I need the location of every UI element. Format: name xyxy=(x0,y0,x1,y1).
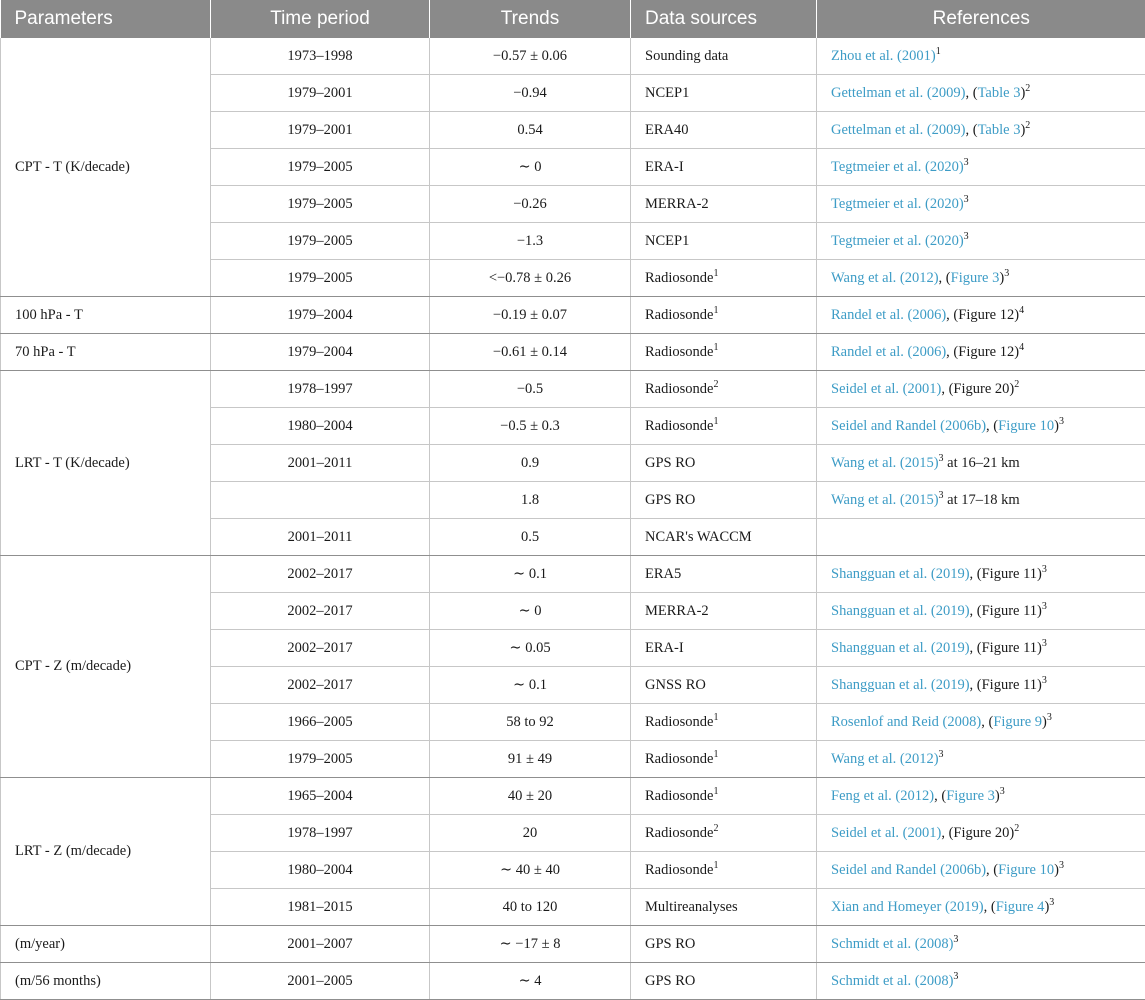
reference-link[interactable]: Wang et al. (2012) xyxy=(831,270,939,286)
data-source-cell: Radiosonde$^1$ xyxy=(631,852,817,889)
reference-cell xyxy=(817,149,1145,186)
reference-footnote: 3 xyxy=(964,231,969,242)
data-source-cell: GPS RO xyxy=(631,482,817,519)
trend-cell: 91 ± 49 xyxy=(430,741,631,778)
source-footnote: 2 xyxy=(713,379,718,390)
data-source-cell: Radiosonde$^1$ xyxy=(631,741,817,778)
source-footnote: 1 xyxy=(713,786,718,797)
reference-footnote: 3 xyxy=(1042,638,1047,649)
reference-footnote: 3 xyxy=(1042,675,1047,686)
reference-cell: Randel et al. (2006), (Figure 12)$^4$ xyxy=(817,334,1145,371)
time-period-cell: 1980–2004 xyxy=(211,852,430,889)
table-row xyxy=(1,556,1145,593)
source-footnote: 1 xyxy=(713,749,718,760)
reference-footnote: 3 xyxy=(1042,564,1047,575)
reference-cell xyxy=(817,38,1145,75)
reference-link[interactable]: Wang et al. (2012) xyxy=(831,751,939,767)
trend-cell: 0.5 xyxy=(430,519,631,556)
table-row xyxy=(1,334,1145,371)
trend-cell: ∼ −17 ± 8 xyxy=(430,926,631,963)
reference-link[interactable]: Table 3 xyxy=(978,85,1021,101)
reference-link[interactable]: Seidel et al. (2001) xyxy=(831,825,941,841)
reference-footnote: 2 xyxy=(1014,823,1019,834)
reference-link[interactable]: Gettelman et al. (2009) xyxy=(831,85,965,101)
reference-cell: Wang et al. $(2015)^3$ at 17–18 km xyxy=(817,482,1145,519)
data-source-cell: ERA40 xyxy=(631,112,817,149)
source-footnote: 1 xyxy=(713,305,718,316)
data-source-cell: NCEP1 xyxy=(631,223,817,260)
trend-cell: 58 to 92 xyxy=(430,704,631,741)
reference-footnote: 3 xyxy=(1059,416,1064,427)
parameter-cell: LRT - Z (m/decade) xyxy=(1,778,211,926)
time-period-cell: 2002–2017 xyxy=(211,630,430,667)
parameter-cell: 70 hPa - T xyxy=(1,334,211,371)
time-period-cell: 1979–2004 xyxy=(211,297,430,334)
reference-link[interactable]: Schmidt et al. (2008) xyxy=(831,973,953,989)
reference-link[interactable]: Figure 10 xyxy=(998,418,1054,434)
reference-link[interactable]: Randel et al. (2006) xyxy=(831,307,946,323)
reference-cell xyxy=(817,519,1145,556)
time-period-cell: 1978–1997 xyxy=(211,371,430,408)
time-period-cell: 2001–2005 xyxy=(211,963,430,1000)
data-source-cell: ERA5 xyxy=(631,556,817,593)
reference-footnote: 2 xyxy=(1025,83,1030,94)
data-source-cell: GPS RO xyxy=(631,963,817,1000)
time-period-cell: 2002–2017 xyxy=(211,556,430,593)
table-row xyxy=(1,371,1145,408)
reference-link[interactable]: Seidel and Randel (2006b) xyxy=(831,418,986,434)
trend-cell: 0.54 xyxy=(430,112,631,149)
data-source-cell: Radiosonde$^2$ xyxy=(631,815,817,852)
table-row xyxy=(1,963,1145,1000)
reference-cell xyxy=(817,963,1145,1000)
data-source-cell: GPS RO xyxy=(631,926,817,963)
source-footnote: 2 xyxy=(713,823,718,834)
source-footnote: 1 xyxy=(713,860,718,871)
time-period-cell: 1979–2001 xyxy=(211,112,430,149)
time-period-cell: 1979–2001 xyxy=(211,75,430,112)
reference-footnote: 3 xyxy=(1049,897,1054,908)
reference-cell xyxy=(817,223,1145,260)
reference-footnote: 4 xyxy=(1019,342,1024,353)
reference-link[interactable]: Figure 9 xyxy=(993,714,1042,730)
data-source-cell: Radiosonde$^1$ xyxy=(631,297,817,334)
trend-cell: −0.94 xyxy=(430,75,631,112)
reference-link[interactable]: Gettelman et al. (2009) xyxy=(831,122,965,138)
table-row xyxy=(1,38,1145,75)
data-source-cell: Multireanalyses xyxy=(631,889,817,926)
reference-cell: Shangguan et al. (2019), (Figure 11)$^3$ xyxy=(817,630,1145,667)
data-source-cell: Radiosonde$^1$ xyxy=(631,408,817,445)
data-source-cell: NCEP1 xyxy=(631,75,817,112)
reference-link[interactable]: Tegtmeier et al. (2020) xyxy=(831,196,964,212)
source-footnote: 1 xyxy=(713,416,718,427)
parameter-cell: 100 hPa - T xyxy=(1,297,211,334)
reference-link[interactable]: Zhou et al. (2001) xyxy=(831,48,936,64)
reference-footnote: 2 xyxy=(1014,379,1019,390)
time-period-cell: 1973–1998 xyxy=(211,38,430,75)
reference-link[interactable]: Figure 3 xyxy=(951,270,1000,286)
reference-link[interactable]: Schmidt et al. (2008) xyxy=(831,936,953,952)
reference-link[interactable]: Xian and Homeyer (2019) xyxy=(831,899,984,915)
reference-cell xyxy=(817,926,1145,963)
data-source-cell: NCAR's WACCM xyxy=(631,519,817,556)
time-period-cell xyxy=(211,482,430,519)
source-footnote: 1 xyxy=(713,268,718,279)
time-period-cell: 1979–2005 xyxy=(211,186,430,223)
reference-footnote: 3 xyxy=(964,157,969,168)
trend-cell: <−0.78 ± 0.26 xyxy=(430,260,631,297)
reference-footnote: 3 xyxy=(1047,712,1052,723)
reference-footnote: 3 xyxy=(953,934,958,945)
reference-cell: Rosenlof and Reid (2008), (Figure 9)$^3$ xyxy=(817,704,1145,741)
parameter-cell: CPT - Z (m/decade) xyxy=(1,556,211,778)
time-period-cell: 1979–2005 xyxy=(211,223,430,260)
trend-cell: −1.3 xyxy=(430,223,631,260)
table-row xyxy=(1,926,1145,963)
reference-link[interactable]: Randel et al. (2006) xyxy=(831,344,946,360)
reference-footnote: 4 xyxy=(1019,305,1024,316)
header-time-period: Time period xyxy=(211,0,430,38)
trend-cell: ∼ 0.05 xyxy=(430,630,631,667)
time-period-cell: 1980–2004 xyxy=(211,408,430,445)
reference-cell: Wang et al. (2012), (Figure 3)$^3$ xyxy=(817,260,1145,297)
header-references: References xyxy=(817,0,1145,38)
trend-cell: 1.8 xyxy=(430,482,631,519)
parameter-cell: (m/56 months) xyxy=(1,963,211,1000)
reference-link[interactable]: Feng et al. (2012) xyxy=(831,788,934,804)
reference-footnote: 3 xyxy=(939,490,944,501)
time-period-cell: 1979–2005 xyxy=(211,741,430,778)
reference-cell: Seidel and Randel (2006b), (Figure 10)$^3$ xyxy=(817,852,1145,889)
table-row xyxy=(1,297,1145,334)
reference-link[interactable]: Tegtmeier et al. (2020) xyxy=(831,159,964,175)
header-data-sources: Data sources xyxy=(631,0,817,38)
data-source-cell: Radiosonde$^2$ xyxy=(631,371,817,408)
trend-cell: ∼ 0.1 xyxy=(430,556,631,593)
reference-cell: Gettelman et al. (2009), (Table 3)$^2$ xyxy=(817,75,1145,112)
reference-cell: Xian and Homeyer (2019), (Figure 4)$^3$ xyxy=(817,889,1145,926)
reference-footnote: 3 xyxy=(964,194,969,205)
time-period-cell: 2001–2011 xyxy=(211,445,430,482)
trend-cell: 40 ± 20 xyxy=(430,778,631,815)
reference-link[interactable]: Figure 4 xyxy=(996,899,1045,915)
parameter-cell: CPT - T (K/decade) xyxy=(1,38,211,297)
data-source-cell: ERA-I xyxy=(631,630,817,667)
reference-cell: Seidel and Randel (2006b), (Figure 10)$^3$ xyxy=(817,408,1145,445)
data-source-cell: MERRA-2 xyxy=(631,593,817,630)
header-trends: Trends xyxy=(430,0,631,38)
reference-footnote: 3 xyxy=(939,453,944,464)
reference-cell: Seidel et al. (2001), (Figure 20)$^2$ xyxy=(817,371,1145,408)
trend-cell: 20 xyxy=(430,815,631,852)
reference-cell: Randel et al. (2006), (Figure 12)$^4$ xyxy=(817,297,1145,334)
reference-cell xyxy=(817,186,1145,223)
time-period-cell: 2002–2017 xyxy=(211,667,430,704)
table-header xyxy=(1,0,1145,38)
reference-cell: Feng et al. (2012), (Figure 3)$^3$ xyxy=(817,778,1145,815)
reference-cell: Wang et al. $(2015)^3$ at 16–21 km xyxy=(817,445,1145,482)
reference-link[interactable]: Wang et al. (2015) xyxy=(831,455,939,471)
trend-cell: −0.57 ± 0.06 xyxy=(430,38,631,75)
table-body xyxy=(1,38,1145,1000)
reference-cell xyxy=(817,741,1145,778)
reference-link[interactable]: Shangguan et al. (2019) xyxy=(831,640,970,656)
reference-link[interactable]: Figure 10 xyxy=(998,862,1054,878)
reference-link[interactable]: Shangguan et al. (2019) xyxy=(831,603,970,619)
reference-footnote: 3 xyxy=(953,971,958,982)
reference-link[interactable]: Seidel and Randel (2006b) xyxy=(831,862,986,878)
time-period-cell: 1979–2004 xyxy=(211,334,430,371)
source-footnote: 1 xyxy=(713,712,718,723)
reference-cell: Shangguan et al. (2019), (Figure 11)$^3$ xyxy=(817,667,1145,704)
reference-link[interactable]: Tegtmeier et al. (2020) xyxy=(831,233,964,249)
reference-link[interactable]: Wang et al. (2015) xyxy=(831,492,939,508)
time-period-cell: 1965–2004 xyxy=(211,778,430,815)
data-source-cell: GPS RO xyxy=(631,445,817,482)
time-period-cell: 1966–2005 xyxy=(211,704,430,741)
data-source-cell: Radiosonde$^1$ xyxy=(631,260,817,297)
time-period-cell: 1979–2005 xyxy=(211,260,430,297)
parameter-cell: (m/year) xyxy=(1,926,211,963)
trend-cell: −0.5 ± 0.3 xyxy=(430,408,631,445)
reference-footnote: 3 xyxy=(1042,601,1047,612)
reference-cell: Seidel et al. (2001), (Figure 20)$^2$ xyxy=(817,815,1145,852)
reference-footnote: 3 xyxy=(939,749,944,760)
trend-cell: ∼ 0 xyxy=(430,149,631,186)
data-source-cell: ERA-I xyxy=(631,149,817,186)
reference-link[interactable]: Shangguan et al. (2019) xyxy=(831,677,970,693)
time-period-cell: 1978–1997 xyxy=(211,815,430,852)
time-period-cell: 2001–2011 xyxy=(211,519,430,556)
reference-link[interactable]: Shangguan et al. (2019) xyxy=(831,566,970,582)
trend-cell: −0.19 ± 0.07 xyxy=(430,297,631,334)
trend-cell: ∼ 0 xyxy=(430,593,631,630)
trend-cell: ∼ 0.1 xyxy=(430,667,631,704)
data-source-cell: Sounding data xyxy=(631,38,817,75)
trend-cell: 0.9 xyxy=(430,445,631,482)
trend-cell: ∼ 40 ± 40 xyxy=(430,852,631,889)
trend-cell: −0.5 xyxy=(430,371,631,408)
time-period-cell: 1979–2005 xyxy=(211,149,430,186)
time-period-cell: 2002–2017 xyxy=(211,593,430,630)
data-source-cell: Radiosonde$^1$ xyxy=(631,778,817,815)
reference-footnote: 2 xyxy=(1025,120,1030,131)
reference-link[interactable]: Figure 3 xyxy=(946,788,995,804)
reference-footnote: 3 xyxy=(1000,786,1005,797)
time-period-cell: 2001–2007 xyxy=(211,926,430,963)
reference-footnote: 1 xyxy=(936,46,941,57)
reference-footnote: 3 xyxy=(1059,860,1064,871)
trend-cell: −0.26 xyxy=(430,186,631,223)
data-source-cell: MERRA-2 xyxy=(631,186,817,223)
time-period-cell: 1981–2015 xyxy=(211,889,430,926)
data-source-cell: Radiosonde$^1$ xyxy=(631,334,817,371)
reference-footnote: 3 xyxy=(1004,268,1009,279)
reference-cell: Shangguan et al. (2019), (Figure 11)$^3$ xyxy=(817,556,1145,593)
header-parameters: Parameters xyxy=(1,0,211,38)
data-source-cell: Radiosonde$^1$ xyxy=(631,704,817,741)
data-source-cell: GNSS RO xyxy=(631,667,817,704)
reference-cell: Shangguan et al. (2019), (Figure 11)$^3$ xyxy=(817,593,1145,630)
trend-cell: 40 to 120 xyxy=(430,889,631,926)
source-footnote: 1 xyxy=(713,342,718,353)
reference-link[interactable]: Seidel et al. (2001) xyxy=(831,381,941,397)
trend-cell: −0.61 ± 0.14 xyxy=(430,334,631,371)
parameter-cell: LRT - T (K/decade) xyxy=(1,371,211,556)
reference-link[interactable]: Rosenlof and Reid (2008) xyxy=(831,714,981,730)
trend-cell: ∼ 4 xyxy=(430,963,631,1000)
reference-cell: Gettelman et al. (2009), (Table 3)$^2$ xyxy=(817,112,1145,149)
reference-link[interactable]: Table 3 xyxy=(978,122,1021,138)
table-row xyxy=(1,778,1145,815)
